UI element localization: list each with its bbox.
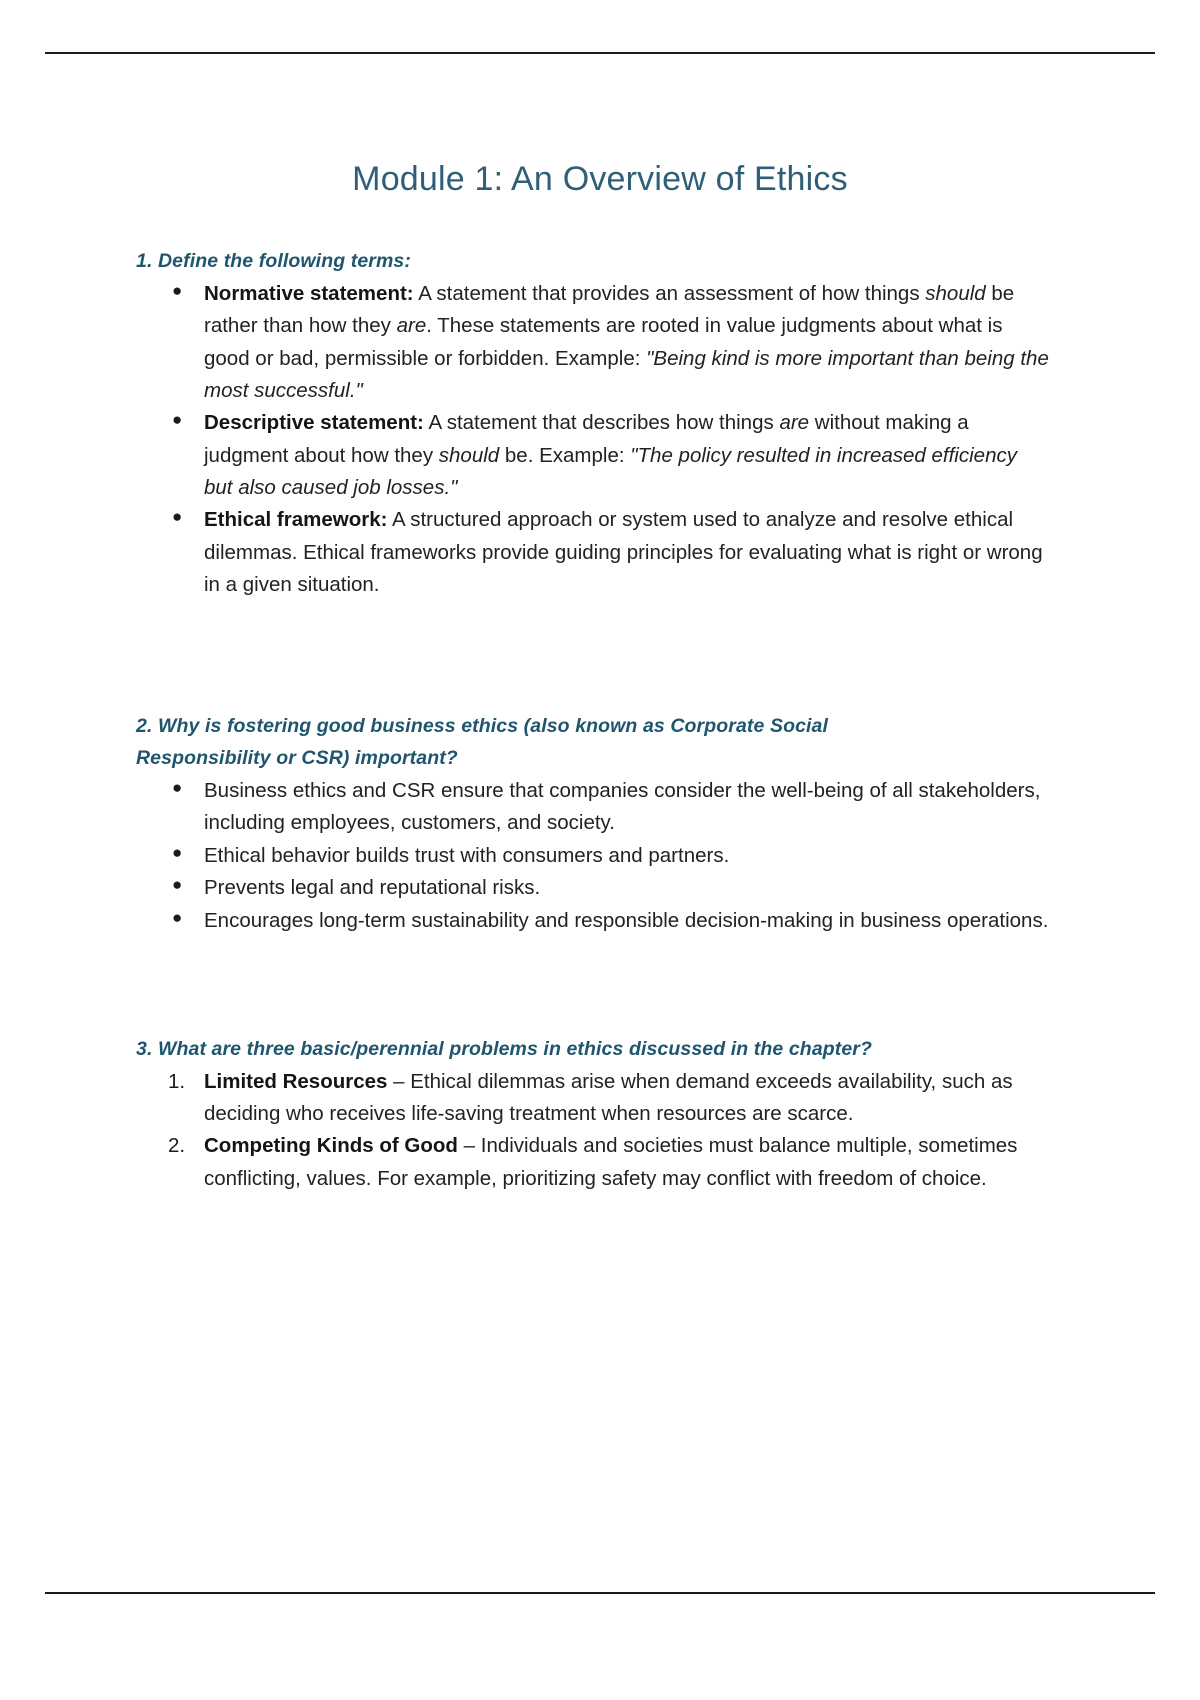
list-item-text: Prevents legal and reputational risks. (204, 876, 541, 900)
bullet-icon: ● (172, 410, 183, 430)
list-item-part: . These statements are rooted in value judgments about what is good or bad, permissible or forbidden. Example: (204, 314, 1003, 370)
bullet-icon: ● (172, 842, 183, 862)
list-item-part: be. Example: (499, 443, 631, 467)
list-item-text (204, 411, 1017, 499)
list-item-quote: "The policy resulted in increased efficiency but also caused job losses." (204, 443, 1017, 499)
section-2-heading-line-1: 2. Why is fostering good business ethics (also known as Corporate Social (136, 714, 829, 737)
bullet-icon: ● (172, 280, 183, 300)
list-item-part: – Ethical dilemmas arise when demand exceeds availability, such as deciding who receives life-saving treatment when resources are scarce. (204, 1069, 1013, 1125)
list-item (136, 504, 1050, 601)
list-item-lead: Competing Kinds of Good (204, 1134, 458, 1158)
bullet-icon: ● (172, 507, 183, 527)
list-item-part: A structured approach or system used to analyze and resolve ethical dilemmas. Ethical frameworks provide guiding principles for evaluating what is right or wrong in a given situation. (204, 508, 1043, 597)
list-item-part: A statement that describes how things (423, 411, 780, 435)
list-item-part: be rather than how they (204, 281, 1015, 338)
section-2-list (136, 775, 1050, 937)
section-spacer (0, 602, 1200, 710)
list-item-part: without making a judgment about how they (204, 411, 969, 467)
list-marker: 1. (168, 1069, 186, 1093)
list-item-text: Encourages long-term sustainability and responsible decision-making in business operations. (204, 908, 1049, 932)
list-item-lead: Ethical framework: (204, 508, 388, 532)
list-item-text: Business ethics and CSR ensure that companies consider the well-being of all stakeholders, including employees, customers, and society. (204, 779, 1041, 835)
section-3-heading: 3. What are three basic/perennial problems in ethics discussed in the chapter? (136, 1037, 873, 1060)
list-marker: 2. (168, 1134, 186, 1158)
section-perennial-problems (0, 1033, 1200, 1195)
section-spacer (0, 937, 1200, 1033)
list-item-lead: Limited Resources (204, 1069, 388, 1093)
bullet-icon: ● (172, 778, 183, 797)
section-3-list (136, 1066, 1050, 1196)
list-item (136, 872, 1050, 904)
list-item-part: are (396, 314, 427, 338)
list-item-lead: Descriptive statement: (204, 411, 424, 435)
list-item-text (204, 1134, 1017, 1189)
bullet-icon: ● (172, 907, 183, 927)
list-item-part: A statement that provides an assessment of how things (413, 281, 926, 305)
list-item (136, 407, 1050, 504)
list-item-quote: "Being kind is more important than being the most successful." (204, 346, 1049, 402)
list-item-text: Ethical behavior builds trust with consumers and partners. (204, 843, 730, 867)
bullet-icon: ● (172, 875, 183, 895)
list-item-text (204, 508, 1043, 596)
list-item (136, 775, 1050, 840)
list-item-part: are (779, 411, 810, 435)
section-1-heading: 1. Define the following terms: (136, 250, 411, 272)
list-item-text (204, 282, 1049, 402)
section-define-terms (0, 245, 1200, 602)
list-item-part: should (925, 281, 986, 305)
list-item (136, 1130, 1050, 1195)
list-item-part: should (438, 443, 500, 467)
list-item-text (204, 1070, 1013, 1125)
list-item (136, 840, 1050, 872)
list-item-part: – Individuals and societies must balance multiple, sometimes conflicting, values. For example, prioritizing safety may conflict with freedom of choice. (204, 1134, 1018, 1190)
page-title: Module 1: An Overview of Ethics (352, 160, 848, 198)
list-item-lead: Normative statement: (204, 281, 414, 305)
list-item (136, 905, 1050, 937)
section-1-list (136, 278, 1050, 602)
page-bottom-rule (45, 1592, 1155, 1594)
list-item (136, 1066, 1050, 1131)
section-business-ethics (0, 710, 1200, 937)
list-item (136, 278, 1050, 408)
section-2-heading-line-2: Responsibility or CSR) important? (136, 747, 458, 770)
